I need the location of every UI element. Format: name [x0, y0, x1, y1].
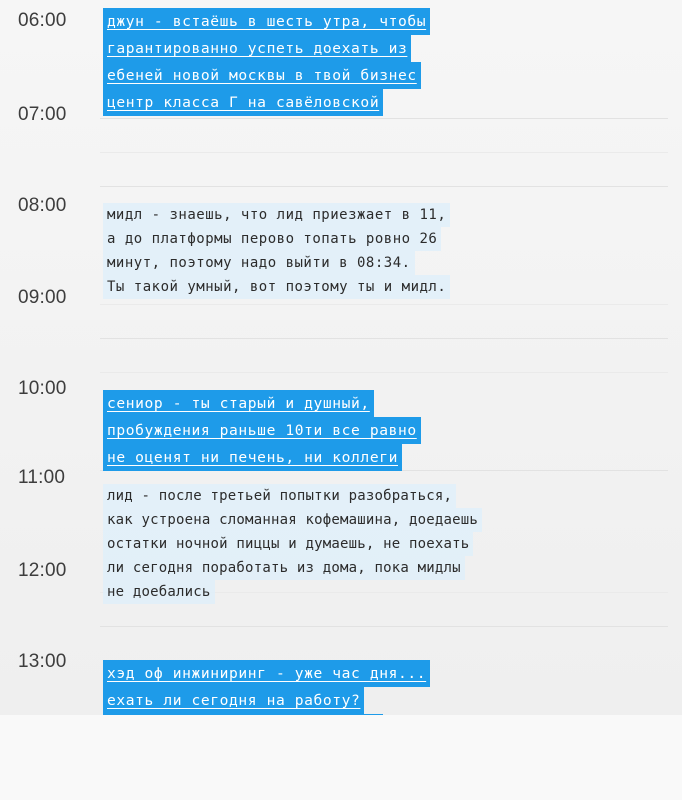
event-text-line: лид - после третьей попытки разобраться,: [103, 484, 456, 508]
event-block-junior[interactable]: [103, 8, 430, 116]
event-block-senior[interactable]: [103, 390, 421, 471]
grid-line: [100, 338, 668, 339]
event-text-line: не оценят ни печень, ни коллеги: [103, 444, 402, 471]
bottom-area: [0, 715, 682, 800]
grid-line: [100, 626, 668, 627]
time-label-1100: 11:00: [18, 467, 66, 488]
grid-line: [100, 372, 668, 373]
event-text-line: мидл - знаешь, что лид приезжает в 11,: [103, 203, 450, 227]
event-text-line: минут, поэтому надо выйти в 08:34.: [103, 251, 415, 275]
event-text-line: Ты такой умный, вот поэтому ты и мидл.: [103, 275, 450, 299]
time-label-1000: 10:00: [18, 378, 67, 399]
event-text-line: центр класса Г на савёловской: [103, 89, 383, 116]
event-text-line: ебеней новой москвы в твой бизнес: [103, 62, 421, 89]
grid-line: [100, 186, 668, 187]
grid-line: [100, 118, 668, 119]
time-label-0700: 07:00: [18, 104, 67, 125]
event-block-lead[interactable]: [103, 484, 482, 604]
event-text-line: джун - встаёшь в шесть утра, чтобы: [103, 8, 430, 35]
event-text-line: ли сегодня поработать из дома, пока мидлы: [103, 556, 465, 580]
event-text-line: ехать ли сегодня на работу?: [103, 687, 364, 714]
event-text-line: хэд оф инжиниринг - уже час дня...: [103, 660, 430, 687]
event-text-line: как устроена сломанная кофемашина, доедаешь: [103, 508, 482, 532]
event-text-line: сениор - ты старый и душный,: [103, 390, 374, 417]
time-label-1300: 13:00: [18, 651, 67, 672]
event-text-line: гарантированно успеть доехать из: [103, 35, 411, 62]
event-text-line: не доебались: [103, 580, 215, 604]
time-label-0600: 06:00: [18, 10, 67, 31]
event-block-middle[interactable]: [103, 203, 450, 299]
time-label-1200: 12:00: [18, 560, 67, 581]
time-label-0800: 08:00: [18, 195, 67, 216]
grid-line: [100, 304, 668, 305]
event-text-line: пробуждения раньше 10ти все равно: [103, 417, 421, 444]
event-text-line: а до платформы перово топать ровно 26: [103, 227, 441, 251]
event-text-line: остатки ночной пиццы и думаешь, не поехать: [103, 532, 473, 556]
time-label-0900: 09:00: [18, 287, 67, 308]
grid-line: [100, 152, 668, 153]
